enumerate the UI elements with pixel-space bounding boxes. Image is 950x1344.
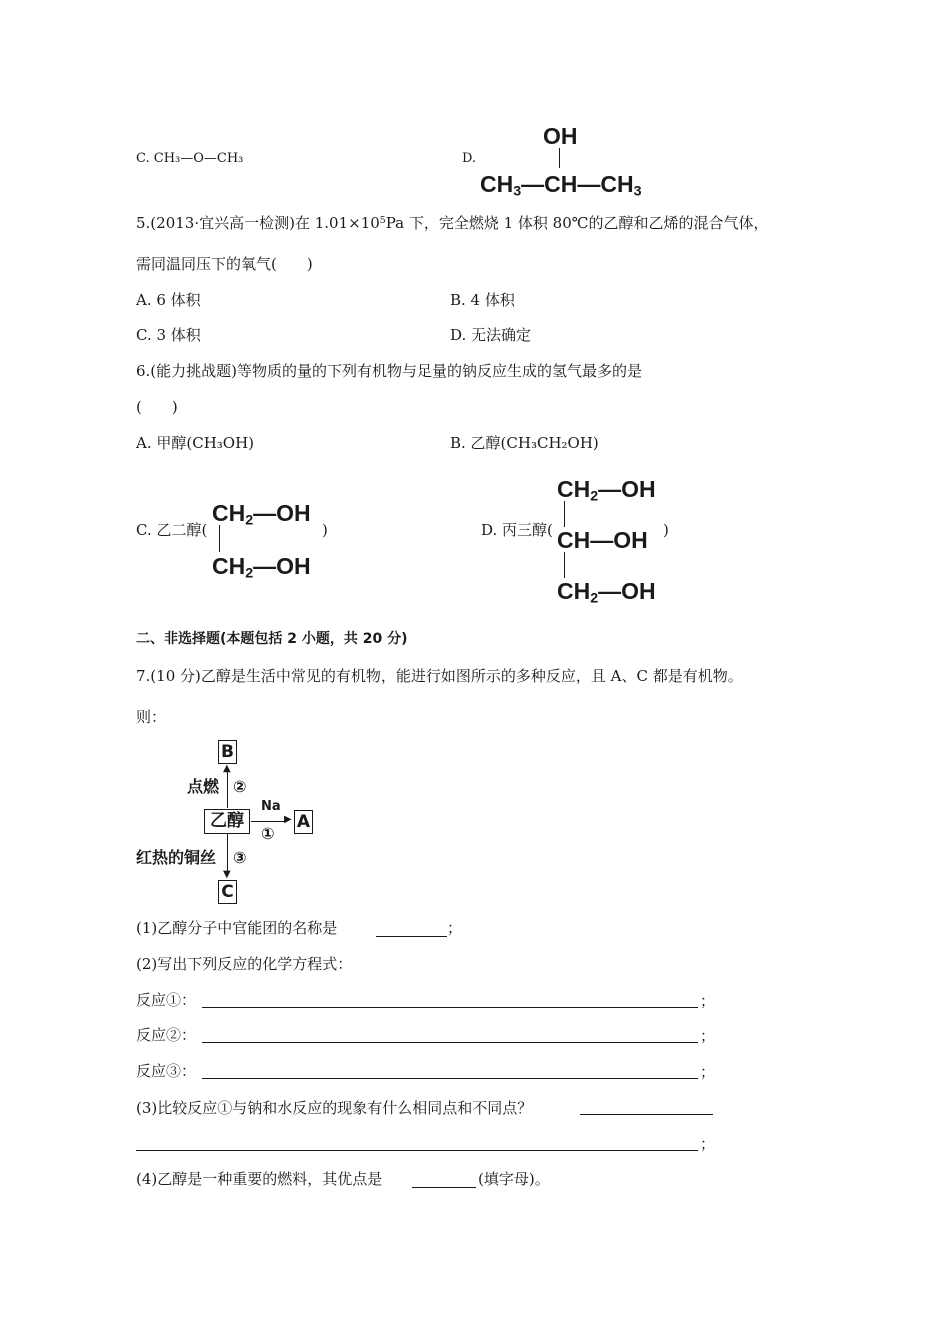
q7-sub4-post: (填字母)。 — [478, 1170, 550, 1188]
struct-d-chain — [480, 173, 642, 199]
q6-option-c-close: ) — [322, 521, 328, 539]
reaction-3-label: 反应③： — [136, 1062, 197, 1080]
box-a: A — [294, 810, 313, 834]
box-ethanol: 乙醇 — [204, 809, 250, 834]
struct-c-row1 — [212, 502, 311, 528]
struct-c-bond — [219, 525, 220, 552]
oh-text: —OH — [253, 500, 311, 526]
box-c: C — [218, 880, 237, 904]
q6-option-d-label: D. 丙三醇( — [481, 521, 553, 539]
q6-option-c-label: C. 乙二醇( — [136, 521, 208, 539]
q7-then: 则： — [136, 708, 167, 726]
label-ignite: 点燃 — [187, 777, 220, 796]
q6-option-d-close: ) — [663, 521, 669, 539]
q6-paren: ( ) — [136, 398, 178, 416]
q6-stem: 6.(能力挑战题)等物质的量的下列有机物与足量的钠反应生成的氢气最多的是 — [136, 362, 643, 380]
q7-sub2: (2)写出下列反应的化学方程式： — [136, 955, 353, 973]
reaction-1-label: 反应①： — [136, 991, 197, 1009]
sub2: 2 — [590, 488, 599, 505]
struct-d2-bond2 — [564, 552, 565, 578]
struct-d2-row3 — [557, 580, 656, 606]
q7-sub4-pre: (4)乙醇是一种重要的燃料，其优点是 — [136, 1170, 383, 1188]
answer-blank-4[interactable] — [412, 1171, 476, 1188]
arrow-up-shaft — [227, 771, 228, 808]
struct-d-ch3-left: CH — [480, 171, 514, 197]
semicolon-r1: ； — [700, 992, 716, 1010]
oh-text: —OH — [598, 578, 656, 604]
box-b: B — [218, 740, 237, 764]
struct-d-bond — [559, 148, 560, 168]
semicolon-1: ； — [447, 919, 463, 937]
arrow-down-head: ▼ — [223, 869, 231, 880]
q5-option-a: A. 6 体积 — [136, 291, 201, 309]
answer-blank-3a[interactable] — [580, 1098, 713, 1115]
struct-d-ch-mid: —CH— — [521, 171, 601, 197]
num-1: ① — [261, 824, 275, 843]
answer-blank-reaction-3[interactable] — [202, 1062, 698, 1079]
struct-c-row2 — [212, 555, 311, 581]
q6-option-a: A. 甲醇(CH₃OH) — [136, 434, 255, 452]
sub2: 2 — [590, 590, 599, 607]
label-na: Na — [261, 799, 281, 814]
section2-heading: 二、非选择题(本题包括 2 小题，共 20 分) — [136, 631, 408, 647]
q7-sub1: (1)乙醇分子中官能团的名称是 — [136, 919, 338, 937]
answer-blank-1[interactable] — [376, 920, 447, 937]
q5-stem-pre: 5.(2013·宜兴高一检测)在 1.01×10 — [136, 214, 380, 233]
q5-stem-exp: 5 — [379, 215, 386, 226]
semicolon-r3: ； — [700, 1063, 716, 1081]
answer-blank-reaction-1[interactable] — [202, 991, 698, 1008]
oh-text: —OH — [598, 476, 656, 502]
ch-text: CH — [212, 500, 246, 526]
struct-d-sub-right: 3 — [633, 183, 642, 200]
arrow-right-shaft — [251, 821, 287, 822]
arrow-up-head: ▲ — [223, 763, 231, 774]
answer-blank-3b[interactable] — [136, 1134, 698, 1151]
q5-option-d: D. 无法确定 — [450, 326, 532, 344]
q6-option-b: B. 乙醇(CH₃CH₂OH) — [450, 434, 599, 452]
sub2: 2 — [245, 565, 254, 582]
q5-option-c: C. 3 体积 — [136, 326, 201, 344]
struct-d-oh: OH — [543, 123, 578, 149]
struct-d-ch3-right: CH — [600, 171, 634, 197]
q4-option-d-label: D. — [462, 151, 477, 166]
q5-stem-line2: 需同温同压下的氧气( ) — [136, 255, 313, 273]
label-hot-copper: 红热的铜丝 — [136, 848, 217, 867]
semicolon-3: ； — [700, 1135, 716, 1153]
semicolon-r2: ； — [700, 1027, 716, 1045]
q5-stem-post: Pa 下，完全燃烧 1 体积 80℃的乙醇和乙烯的混合气体， — [385, 214, 769, 233]
num-3: ③ — [233, 848, 247, 867]
sub2: 2 — [245, 512, 254, 529]
q5-option-b: B. 4 体积 — [450, 291, 515, 309]
struct-d2-row1 — [557, 478, 656, 504]
ch-text: CH — [557, 476, 591, 502]
reaction-2-label: 反应②： — [136, 1026, 197, 1044]
ch-text: CH — [212, 553, 246, 579]
oh-text: —OH — [253, 553, 311, 579]
struct-d-sub-left: 3 — [513, 183, 522, 200]
ch-text: CH — [557, 578, 591, 604]
q7-sub3: (3)比较反应①与钠和水反应的现象有什么相同点和不同点？ — [136, 1099, 533, 1117]
q4-option-c: C. CH₃—O—CH₃ — [136, 151, 244, 166]
struct-d2-bond1 — [564, 501, 565, 527]
q7-stem: 7.(10 分)乙醇是生活中常见的有机物，能进行如图所示的多种反应，且 A、C 都是有机物。 — [136, 667, 743, 685]
answer-blank-reaction-2[interactable] — [202, 1026, 698, 1043]
struct-d2-row2: CH—OH — [557, 527, 648, 553]
arrow-right-head: ▶ — [284, 814, 292, 825]
arrow-down-shaft — [227, 834, 228, 872]
q5-stem — [136, 216, 769, 231]
num-2: ② — [233, 777, 247, 796]
